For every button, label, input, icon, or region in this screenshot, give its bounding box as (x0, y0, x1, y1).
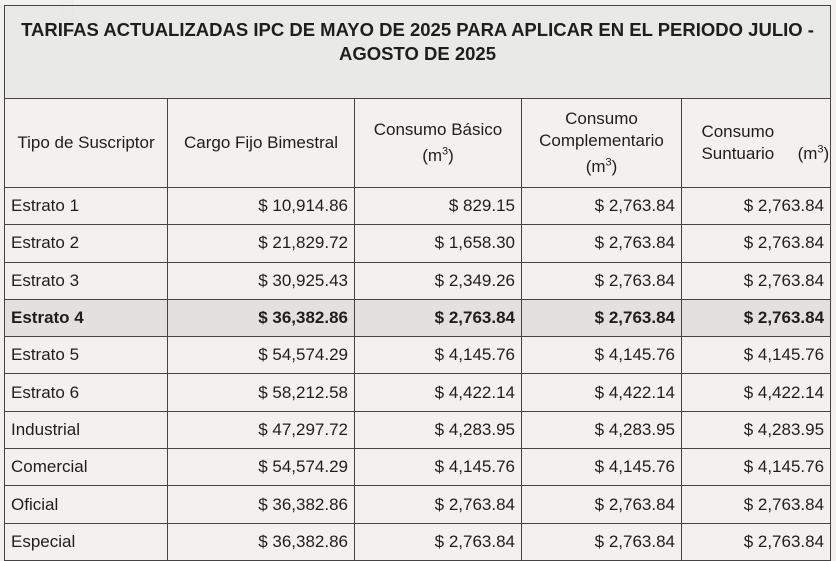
tariff-document (4, 5, 830, 557)
header-tipo-label: Tipo de Suscriptor (17, 133, 155, 152)
unit-sup: 3 (817, 143, 824, 156)
cargo-fijo-cell: $ 47,297.72 (168, 411, 355, 448)
cargo-fijo-cell: $ 10,914.86 (168, 188, 355, 225)
table-row-highlighted (5, 299, 831, 336)
unit-prefix: (m (797, 144, 818, 163)
tipo-cell: Estrato 2 (5, 225, 168, 262)
unit-sup: 3 (605, 156, 612, 169)
complementario-cell: $ 4,145.76 (522, 449, 682, 486)
tipo-cell: Estrato 1 (5, 188, 168, 225)
complementario-cell: $ 4,283.95 (522, 411, 682, 448)
cargo-fijo-cell: $ 58,212.58 (168, 374, 355, 411)
table-row (5, 337, 831, 374)
suntuario-cell: $ 4,145.76 (682, 449, 831, 486)
table-row (5, 225, 831, 262)
basico-cell: $ 4,283.95 (355, 411, 522, 448)
tipo-cell: Estrato 4 (5, 299, 168, 336)
suntuario-cell: $ 4,145.76 (682, 337, 831, 374)
basico-cell: $ 4,422.14 (355, 374, 522, 411)
table-row (5, 449, 831, 486)
unit-suffix: ) (823, 144, 830, 163)
complementario-cell: $ 2,763.84 (522, 523, 682, 560)
suntuario-cell: $ 2,763.84 (682, 225, 831, 262)
unit-suffix: ) (611, 157, 618, 177)
complementario-cell: $ 2,763.84 (522, 225, 682, 262)
tipo-cell: Comercial (5, 449, 168, 486)
cargo-fijo-cell: $ 54,574.29 (168, 449, 355, 486)
table-row (5, 411, 831, 448)
cargo-fijo-cell: $ 54,574.29 (168, 337, 355, 374)
complementario-cell: $ 2,763.84 (522, 262, 682, 299)
suntuario-cell: $ 2,763.84 (682, 262, 831, 299)
header-suntuario-label: Consumo Suntuario (701, 122, 775, 163)
tipo-cell: Industrial (5, 411, 168, 448)
cargo-fijo-cell: $ 36,382.86 (168, 523, 355, 560)
tariff-table (4, 5, 831, 561)
tipo-cell: Oficial (5, 486, 168, 523)
complementario-cell: $ 2,763.84 (522, 188, 682, 225)
tipo-cell: Estrato 5 (5, 337, 168, 374)
basico-cell: $ 2,763.84 (355, 486, 522, 523)
header-cargo-fijo (168, 99, 355, 188)
basico-cell: $ 2,763.84 (355, 299, 522, 336)
basico-cell: $ 1,658.30 (355, 225, 522, 262)
suntuario-cell: $ 2,763.84 (682, 486, 831, 523)
unit-label (422, 146, 454, 165)
table-row (5, 523, 831, 560)
unit-label (586, 157, 618, 176)
suntuario-cell: $ 4,422.14 (682, 374, 831, 411)
header-consumo-suntuario (682, 99, 831, 188)
complementario-cell: $ 4,145.76 (522, 337, 682, 374)
cargo-fijo-cell: $ 36,382.86 (168, 299, 355, 336)
suntuario-cell: $ 2,763.84 (682, 188, 831, 225)
header-consumo-basico (355, 99, 522, 188)
tipo-cell: Estrato 6 (5, 374, 168, 411)
unit-label (798, 144, 830, 163)
header-basico-label: Consumo Básico (373, 119, 503, 139)
table-row (5, 188, 831, 225)
cargo-fijo-cell: $ 36,382.86 (168, 486, 355, 523)
unit-prefix: (m (585, 157, 606, 177)
suntuario-cell: $ 4,283.95 (682, 411, 831, 448)
tipo-cell: Especial (5, 523, 168, 560)
tipo-cell: Estrato 3 (5, 262, 168, 299)
table-row (5, 262, 831, 299)
unit-suffix: ) (448, 146, 454, 166)
complementario-cell: $ 2,763.84 (522, 486, 682, 523)
table-row (5, 486, 831, 523)
unit-prefix: (m (422, 146, 443, 166)
basico-cell: $ 829.15 (355, 188, 522, 225)
basico-cell: $ 2,349.26 (355, 262, 522, 299)
basico-cell: $ 4,145.76 (355, 337, 522, 374)
suntuario-cell: $ 2,763.84 (682, 299, 831, 336)
header-cargo-fijo-label: Cargo Fijo Bimestral (184, 133, 338, 152)
unit-sup: 3 (442, 145, 449, 158)
table-title: TARIFAS ACTUALIZADAS IPC DE MAYO DE 2025 PARA APLICAR EN EL PERIODO JULIO - AGOSTO DE 2025 (5, 6, 831, 99)
complementario-cell: $ 4,422.14 (522, 374, 682, 411)
complementario-cell: $ 2,763.84 (522, 299, 682, 336)
basico-cell: $ 2,763.84 (355, 523, 522, 560)
table-row (5, 374, 831, 411)
cargo-fijo-cell: $ 30,925.43 (168, 262, 355, 299)
basico-cell: $ 4,145.76 (355, 449, 522, 486)
header-consumo-complementario (522, 99, 682, 188)
cargo-fijo-cell: $ 21,829.72 (168, 225, 355, 262)
suntuario-cell: $ 2,763.84 (682, 523, 831, 560)
header-tipo-suscriptor (5, 99, 168, 188)
header-row (5, 99, 831, 188)
header-complementario-label: Consumo Complementario (539, 108, 664, 150)
